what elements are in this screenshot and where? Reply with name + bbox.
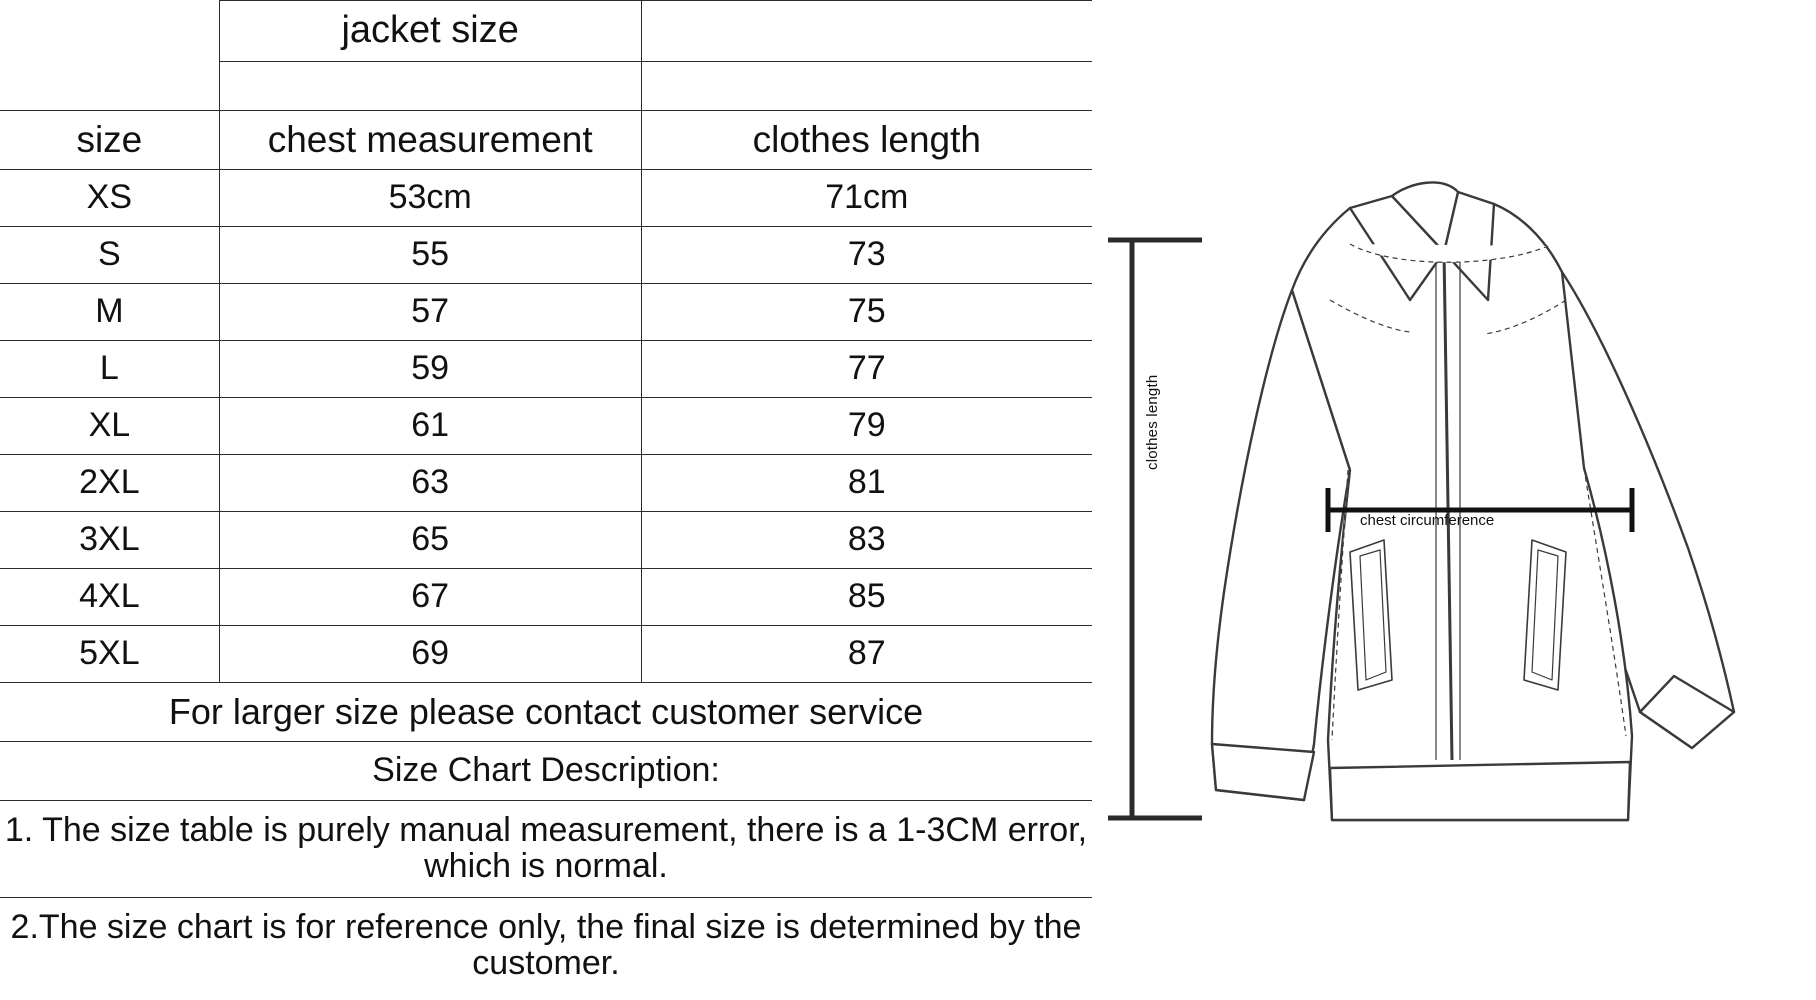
cell-length: 75	[641, 284, 1092, 341]
cell-length: 77	[641, 341, 1092, 398]
cell-size: 3XL	[0, 512, 219, 569]
cell-chest: 57	[219, 284, 641, 341]
title-spacer-cell	[641, 1, 1092, 62]
blank-cell-left	[0, 62, 219, 111]
table-row	[0, 227, 1092, 284]
cell-chest: 65	[219, 512, 641, 569]
cell-chest: 59	[219, 341, 641, 398]
table-header-row	[0, 111, 1092, 170]
table-row	[0, 455, 1092, 512]
clothes-length-measure-icon	[1108, 240, 1202, 818]
cell-chest: 67	[219, 569, 641, 626]
cell-size: 5XL	[0, 626, 219, 683]
table-title-row	[0, 1, 1092, 62]
cell-length: 85	[641, 569, 1092, 626]
description-title: Size Chart Description:	[0, 742, 1092, 801]
cell-length: 71cm	[641, 170, 1092, 227]
jacket-diagram-svg	[1092, 0, 1816, 1000]
footer-note: For larger size please contact customer service	[0, 683, 1092, 742]
jacket-body-outline	[1212, 182, 1734, 820]
cell-size: L	[0, 341, 219, 398]
description-item-2: 2.The size chart is for reference only, the final size is determined by the customer.	[0, 898, 1092, 995]
cell-size: XS	[0, 170, 219, 227]
description-item-1: 1. The size table is purely manual measurement, there is a 1-3CM error, which is normal.	[0, 801, 1092, 898]
cell-length: 81	[641, 455, 1092, 512]
header-size: size	[0, 111, 219, 170]
cell-length: 87	[641, 626, 1092, 683]
cell-length: 83	[641, 512, 1092, 569]
cell-length: 79	[641, 398, 1092, 455]
cell-chest: 69	[219, 626, 641, 683]
cell-chest: 55	[219, 227, 641, 284]
description-row-2	[0, 898, 1092, 995]
table-row	[0, 284, 1092, 341]
blank-cell-mid	[219, 62, 641, 111]
table-row	[0, 398, 1092, 455]
cell-size: S	[0, 227, 219, 284]
cell-chest: 63	[219, 455, 641, 512]
cell-size: XL	[0, 398, 219, 455]
cell-chest: 53cm	[219, 170, 641, 227]
cell-chest: 61	[219, 398, 641, 455]
title-empty-cell	[0, 1, 219, 62]
table-row	[0, 569, 1092, 626]
footer-note-row	[0, 683, 1092, 742]
table-row	[0, 626, 1092, 683]
jacket-illustration	[1092, 0, 1816, 1000]
table-title: jacket size	[219, 1, 641, 62]
table-row	[0, 170, 1092, 227]
header-chest: chest measurement	[219, 111, 641, 170]
clothes-length-label: clothes length	[1144, 374, 1161, 470]
description-row-1	[0, 801, 1092, 898]
chest-circumference-label: chest circumference	[1360, 512, 1495, 529]
cell-length: 73	[641, 227, 1092, 284]
table-row	[0, 341, 1092, 398]
blank-cell-right	[641, 62, 1092, 111]
header-length: clothes length	[641, 111, 1092, 170]
cell-size: 4XL	[0, 569, 219, 626]
description-title-row	[0, 742, 1092, 801]
table-row	[0, 512, 1092, 569]
cell-size: 2XL	[0, 455, 219, 512]
cell-size: M	[0, 284, 219, 341]
table-blank-row	[0, 62, 1092, 111]
